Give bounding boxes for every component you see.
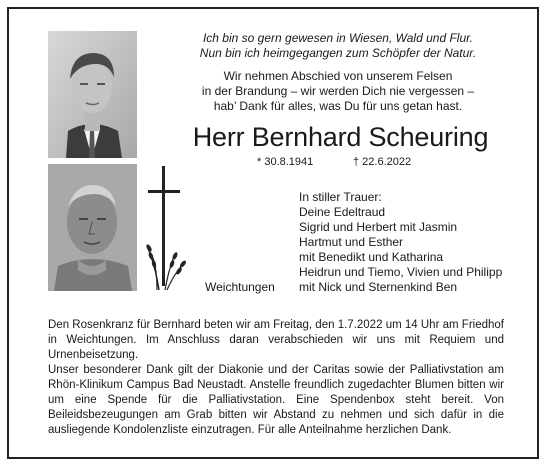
mourner-line: mit Benedikt und Katharina bbox=[299, 250, 444, 264]
birth-date: * 30.8.1941 bbox=[257, 156, 314, 168]
mourner-line: Heidrun und Tiemo, Vivien und Philipp bbox=[299, 265, 503, 279]
rosary-paragraph: Den Rosenkranz für Bernhard beten wir am Freitag, den 1.7.2022 um 14 Uhr am Friedhof in Weichtungen. Im Anschluss daran verabschieden wir uns mit Requiem und Urnenbeisetzung. bbox=[48, 319, 504, 361]
portrait-old-image bbox=[48, 164, 137, 291]
portrait-young-photo bbox=[48, 31, 137, 158]
death-date: † 22.6.2022 bbox=[353, 156, 412, 168]
poem-italic bbox=[168, 31, 508, 61]
mourner-line: Deine Edeltraud bbox=[299, 205, 386, 219]
mourner-line: Hartmut und Esther bbox=[299, 235, 404, 249]
farewell-verse bbox=[168, 69, 508, 114]
deceased-name: Herr Bernhard Scheuring bbox=[192, 122, 489, 152]
verse-line: hab’ Dank für alles, was Du für uns getan hast. bbox=[213, 99, 463, 113]
verse-line: Wir nehmen Abschied von unserem Felsen bbox=[223, 69, 453, 83]
cross-with-grain-icon bbox=[145, 164, 197, 292]
verse-line: in der Brandung – wir werden Dich nie vergessen – bbox=[201, 84, 475, 98]
portrait-old-photo bbox=[48, 164, 137, 291]
mourners-list bbox=[299, 190, 502, 295]
poem-line: Nun bin ich heimgegangen zum Schöpfer der Natur. bbox=[199, 46, 477, 60]
mourner-line: mit Nick und Sternenkind Ben bbox=[299, 280, 458, 294]
portrait-young-image bbox=[48, 31, 137, 158]
place-name: Weichtungen bbox=[205, 280, 275, 294]
poem-line: Ich bin so gern gewesen in Wiesen, Wald und Flur. bbox=[202, 31, 474, 45]
funeral-details bbox=[48, 318, 504, 438]
mourner-line: Sigrid und Herbert mit Jasmin bbox=[299, 220, 458, 234]
mourners-heading: In stiller Trauer: bbox=[299, 190, 382, 204]
thanks-paragraph: Unser besonderer Dank gilt der Diakonie und der Caritas sowie der Palliativstation am Rhön-Klinikum Campus Bad Neustadt. Anstelle freundlich zugedachter Blumen bitten wir um eine Spende für die Palliativstation. Eine Spendenbox steht bereit. Von Beileidsbezeugungen am Grab bitten wir Abstand zu nehmen und sich dafür in die ausliegende Kondolenzliste einzutragen. Für alle Anteilnahme herzlichen Dank. bbox=[48, 364, 504, 436]
